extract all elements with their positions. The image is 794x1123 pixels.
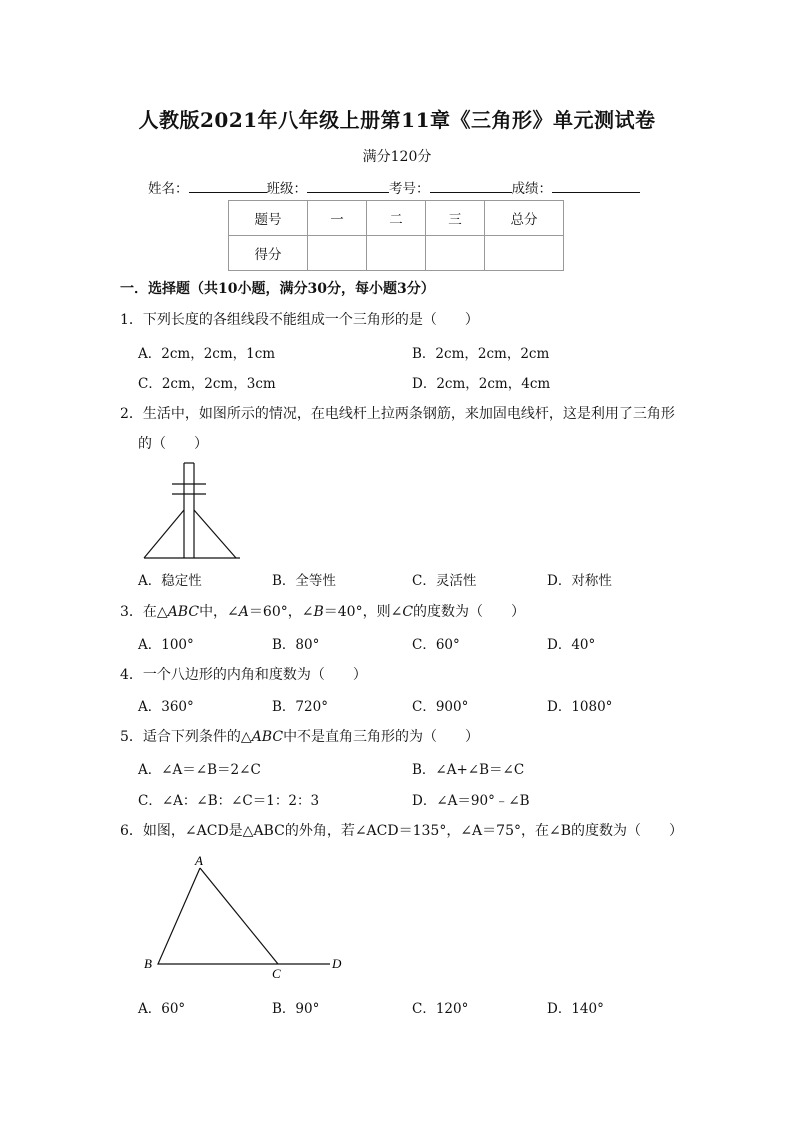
page-title: 人教版2021年八年级上册第11章《三角形》单元测试卷: [138, 108, 656, 132]
q3-triangle-name: ABC: [167, 604, 200, 620]
question-1-stem: 1．下列长度的各组线段不能组成一个三角形的是（ ）: [120, 312, 479, 328]
score-header-cell: 三: [426, 201, 485, 236]
question-2-option-a[interactable]: A．稳定性: [138, 573, 202, 589]
question-5-option-d[interactable]: D．∠A＝90°﹣∠B: [412, 793, 530, 809]
exam-no-blank[interactable]: [430, 178, 512, 193]
question-4-option-b[interactable]: B．720°: [272, 699, 328, 715]
q3-text: ＝60°，∠: [248, 604, 314, 620]
vertex-label-c: C: [272, 966, 281, 981]
q3-angle-c: C: [402, 604, 414, 620]
question-1-option-a[interactable]: A．2cm，2cm，1cm: [138, 346, 276, 362]
vertex-label-b: B: [144, 956, 152, 971]
question-5-option-b[interactable]: B．∠A+∠B＝∠C: [412, 762, 525, 778]
question-3-option-a[interactable]: A．100°: [138, 637, 194, 653]
question-2-pole-figure: [140, 458, 244, 564]
section-heading-choice: 一．选择题（共10小题，满分30分，每小题3分）: [120, 281, 435, 297]
name-label: 姓名：: [148, 181, 189, 197]
right-steel-wire: [194, 510, 236, 558]
vertex-label-a: A: [195, 853, 203, 868]
question-1-option-b[interactable]: B．2cm，2cm，2cm: [412, 346, 550, 362]
question-3-option-b[interactable]: B．80°: [272, 637, 320, 653]
question-6-stem: 6．如图，∠ACD是△ABC的外角，若∠ACD＝135°，∠A＝75°，在∠B的度数为（ ）: [120, 823, 683, 839]
class-label: 班级：: [266, 181, 307, 197]
q3-text: 的度数为（ ）: [413, 604, 526, 620]
score-header-cell: 题号: [229, 201, 308, 236]
q3-text: 3．在△: [120, 604, 168, 620]
score-cell[interactable]: [308, 236, 367, 271]
question-2-option-c[interactable]: C．灵活性: [412, 573, 477, 589]
question-4-option-d[interactable]: D．1080°: [547, 699, 613, 715]
q5-text: 中不是直角三角形的为（ ）: [283, 729, 480, 745]
class-blank[interactable]: [307, 178, 389, 193]
score-header-cell: 一: [308, 201, 367, 236]
name-blank[interactable]: [189, 178, 267, 193]
question-6-option-a[interactable]: A．60°: [138, 1001, 186, 1017]
left-steel-wire: [144, 510, 184, 558]
question-2-option-d[interactable]: D．对称性: [547, 573, 612, 589]
exam-no-label: 考号：: [389, 181, 430, 197]
score-table-score-row: [229, 236, 564, 271]
score-header-cell: 总分: [485, 201, 564, 236]
score-cell[interactable]: [367, 236, 426, 271]
q3-text: 中，∠: [199, 604, 239, 620]
question-4-option-c[interactable]: C．900°: [412, 699, 469, 715]
triangle-sides-ab-bc: [158, 868, 278, 964]
vertex-label-d: D: [332, 956, 342, 971]
score-table: [228, 200, 564, 271]
question-6-option-d[interactable]: D．140°: [547, 1001, 604, 1017]
score-cell[interactable]: [426, 236, 485, 271]
question-3-option-c[interactable]: C．60°: [412, 637, 460, 653]
question-4-option-a[interactable]: A．360°: [138, 699, 194, 715]
q3-angle-a: A: [238, 604, 249, 620]
grade-blank[interactable]: [552, 178, 640, 193]
question-6-triangle-figure: [140, 850, 352, 982]
score-header-cell: 二: [367, 201, 426, 236]
question-6-option-b[interactable]: B．90°: [272, 1001, 320, 1017]
triangle-side-ac: [200, 868, 278, 964]
question-3-stem: [120, 601, 525, 621]
question-1-option-c[interactable]: C．2cm，2cm，3cm: [138, 376, 276, 392]
question-3-option-d[interactable]: D．40°: [547, 637, 596, 653]
grade-label: 成绩：: [511, 181, 552, 197]
q3-angle-b: B: [313, 604, 324, 620]
score-row-label: 得分: [229, 236, 308, 271]
q3-text: ＝40°，则∠: [323, 604, 403, 620]
question-6-option-c[interactable]: C．120°: [412, 1001, 469, 1017]
question-4-stem: 4．一个八边形的内角和度数为（ ）: [120, 667, 367, 683]
question-1-option-d[interactable]: D．2cm，2cm，4cm: [412, 376, 551, 392]
question-2-stem-line2: 的（ ）: [138, 436, 208, 452]
question-5-option-c[interactable]: C．∠A：∠B：∠C＝1：2：3: [138, 793, 320, 809]
question-2-stem-line1: 2．生活中，如图所示的情况，在电线杆上拉两条钢筋，来加固电线杆，这是利用了三角形: [120, 406, 675, 422]
q5-triangle-name: ABC: [251, 729, 284, 745]
score-cell[interactable]: [485, 236, 564, 271]
score-table-header-row: [229, 201, 564, 236]
student-info-line: [148, 177, 640, 197]
q5-text: 5．适合下列条件的△: [120, 729, 252, 745]
question-2-option-b[interactable]: B．全等性: [272, 573, 336, 589]
full-score: 满分120分: [362, 149, 432, 165]
question-5-stem: [120, 726, 479, 746]
question-5-option-a[interactable]: A．∠A＝∠B＝2∠C: [138, 762, 261, 778]
